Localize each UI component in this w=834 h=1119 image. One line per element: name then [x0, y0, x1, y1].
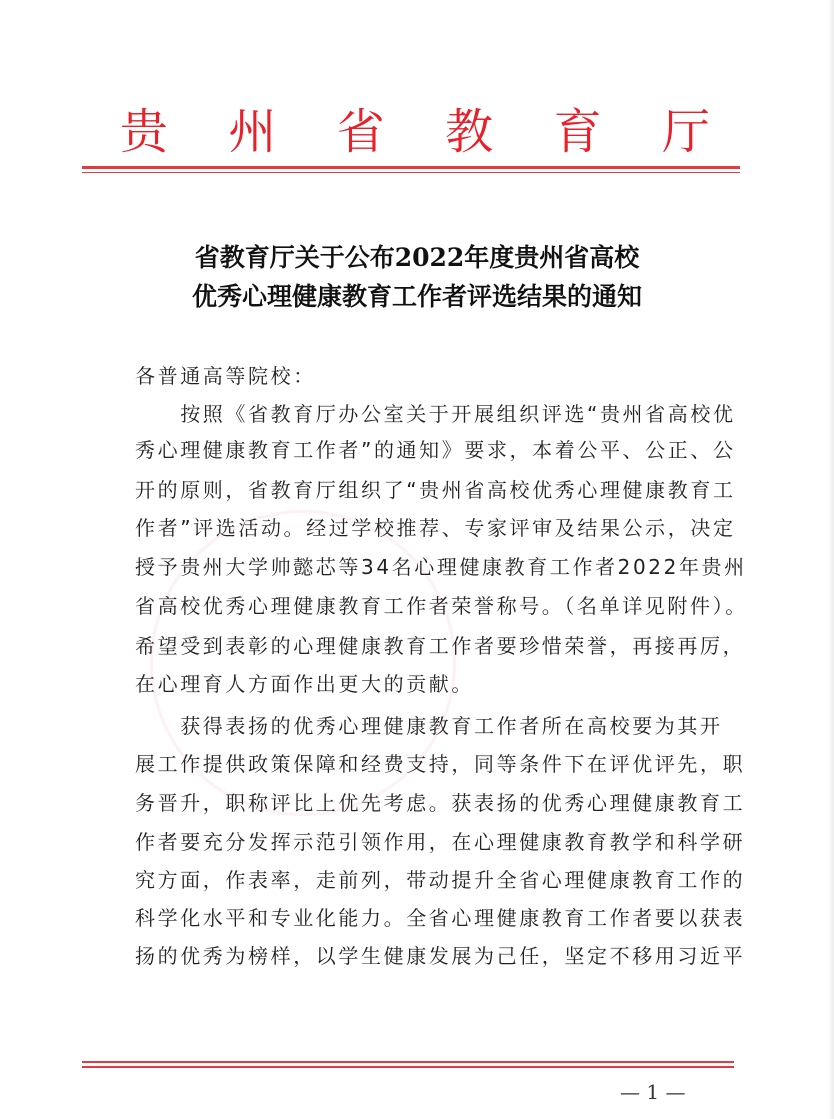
body-line: 务晋升，职称评比上优先考虑。获表扬的优秀心理健康教育工: [135, 791, 746, 815]
header-char: 教: [445, 104, 494, 160]
page-number: — 1 —: [620, 1080, 686, 1104]
body-line: 究方面，作表率，走前列，带动提升全省心理健康教育工作的: [135, 868, 746, 892]
footer-red-rule-top: [82, 1061, 734, 1063]
header-char: 育: [553, 104, 602, 160]
header-char: 省: [336, 104, 385, 160]
header-red-rule-thin: [82, 172, 740, 173]
page-edge-shadow: [828, 0, 834, 1119]
body-line: 在心理育人方面作出更大的贡献。: [135, 672, 474, 696]
header-char: 厅: [661, 104, 710, 160]
document-title-line-1: 省教育厅关于公布2022年度贵州省高校: [194, 243, 640, 272]
header-red-rule-thick: [82, 166, 740, 169]
body-line: 希望受到表彰的心理健康教育工作者要珍惜荣誉，再接再厉，: [135, 634, 746, 658]
body-line: 科学化水平和专业化能力。全省心理健康教育工作者要以获表: [135, 906, 746, 930]
body-line: 展工作提供政策保障和经费支持，同等条件下在评优评先，职: [135, 752, 746, 776]
salutation: 各普通高等院校：: [135, 364, 316, 388]
header-char: 州: [228, 104, 277, 160]
body-line: 开的原则，省教育厅组织了“贵州省高校优秀心理健康教育工: [135, 478, 736, 502]
body-line: 授予贵州大学帅懿芯等34名心理健康教育工作者2022年贵州: [135, 555, 747, 579]
header-char: 贵: [120, 104, 169, 160]
body-line: 作者”评选活动。经过学校推荐、专家评审及结果公示，决定: [135, 516, 736, 540]
body-line: 省高校优秀心理健康教育工作者荣誉称号。（名单详见附件）。: [135, 594, 748, 618]
body-line: 秀心理健康教育工作者”的通知》要求，本着公平、公正、公: [135, 438, 736, 462]
body-line: 按照《省教育厅办公室关于开展组织评选“贵州省高校优: [135, 402, 736, 426]
body-line: 获得表扬的优秀心理健康教育工作者所在高校要为其开: [135, 714, 723, 738]
footer-red-rule-bottom: [82, 1066, 734, 1068]
body-line: 扬的优秀为榜样，以学生健康发展为己任，坚定不移用习近平: [135, 944, 746, 968]
document-title-line-2: 优秀心理健康教育工作者评选结果的通知: [191, 282, 642, 311]
body-line: 作者要充分发挥示范引领作用，在心理健康教育教学和科学研: [135, 830, 746, 854]
issuing-authority-header: [120, 102, 710, 162]
